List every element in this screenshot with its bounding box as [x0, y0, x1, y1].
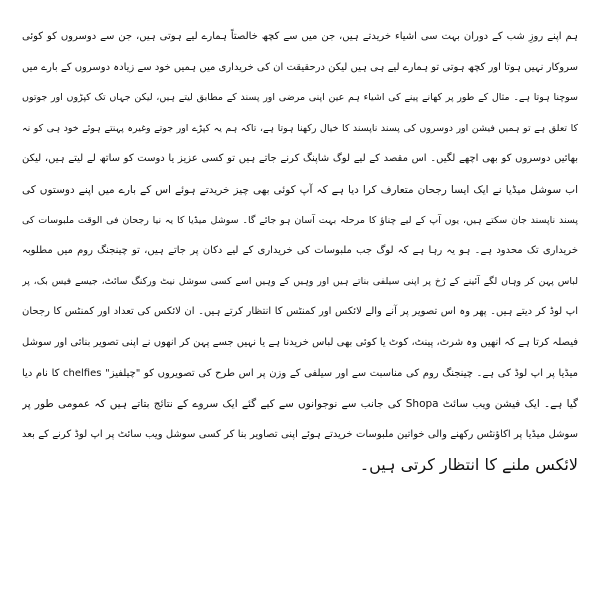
text-line: فیصلہ کرتا ہے کہ انھیں وہ شرٹ، پینٹ، کوٹ یا کوئی بھی لباس خریدنا ہے یا نہیں جسے پہن کر انھوں نے اپنی تصویر بنائی اور سوشل	[22, 336, 578, 348]
text-line: کا تعلق ہے تو ہمیں فیشن اور دوسروں کی پسند ناپسند کا خیال رکھنا ہوتا ہے، تاکہ ہم یہ کپڑے اور جوتے وغیرہ پہنتے ہوئے خود ہی کو نہ	[22, 122, 578, 134]
text-line: پسند ناپسند جان سکتے ہیں، یوں آپ کے لیے چناؤ کا مرحلہ بہت آسان ہو جائے گا۔ سوشل میڈیا کا یہ نیا رجحان فی الوقت ملبوسات کی	[22, 214, 578, 226]
text-line: سوچنا ہوتا ہے۔ مثال کے طور پر کھانے پینے کی اشیاء ہم عین اپنی مرضی اور پسند کے مطابق لیتے ہیں، لیکن جہاں تک کپڑوں اور جوتوں	[22, 92, 578, 104]
text-line: ہم اپنے روزِ شب کے دوران بہت سی اشیاء خریدتے ہیں، جن میں سے کچھ خالصتاً ہمارے لیے ہوتی ہیں، جن سے دوسروں کو کوئی	[22, 31, 578, 42]
text-line: اب سوشل میڈیا نے ایک ایسا رجحان متعارف کرا دیا ہے کہ آپ کوئی بھی چیز خریدتے ہوئے اس کے بارے میں اپنے دوستوں کی	[22, 183, 578, 196]
article-text	[22, 22, 578, 481]
text-line: اپ لوڈ کر دیتے ہیں۔ پھر وہ اس تصویر پر آنے والے لائکس اور کمنٹس کا انتظار کرتے ہیں۔ ان لائکس کی تعداد اور کمنٹس کا رجحان	[22, 306, 578, 318]
text-line: سوشل میڈیا پر اکاؤنٹس رکھنے والی خواتین ملبوسات خریدتے ہوئے اپنی تصاویر بنا کر کسی سوشل ویب سائٹ پر اپ لوڈ کرنے کے بعد	[22, 428, 578, 440]
text-line: لباس پہن کر وہاں لگے آئینے کے رُخ پر اپنی سیلفی بناتے ہیں اور وہیں کے وہیں اسے کسی سوشل نیٹ ورکنگ سائٹ، جیسے فیس بک، پر	[22, 275, 578, 287]
text-line: بھائیں دوسروں کو بھی اچھے لگیں۔ اس مقصد کے لیے لوگ شاپنگ کرنے جاتے ہیں تو کسی عزیز یا دوست کو ساتھ لے لیتے ہیں، لیکن	[22, 153, 578, 165]
text-line: لائکس ملنے کا انتظار کرتی ہیں۔	[359, 455, 578, 475]
text-line: خریداری تک محدود ہے۔ ہو یہ رہا ہے کہ لوگ جب ملبوسات کی خریداری کے لیے دکان پر جاتے ہیں، تو چینجنگ روم میں مطلوبہ	[22, 245, 578, 257]
text-line: سروکار نہیں ہوتا اور کچھ ہوتی تو ہمارے لیے ہی ہیں لیکن درحقیقت ان کی خریداری میں ہمیں خود سے زیادہ دوسروں کے بارے میں	[22, 61, 578, 73]
text-line: گیا ہے۔ ایک فیشن ویب سائٹ Shopa کی جانب سے نوجوانوں سے کیے گئے ایک سروے کے نتائج بتاتے ہیں کہ عمومی طور پر	[22, 398, 578, 411]
text-line: میڈیا پر اپ لوڈ کی ہے۔ چینجنگ روم کی مناسبت سے اور سیلفی کے وزن پر اس طرح کی تصویروں کو "چیلفیز" chelfies کا نام دیا	[22, 367, 578, 379]
